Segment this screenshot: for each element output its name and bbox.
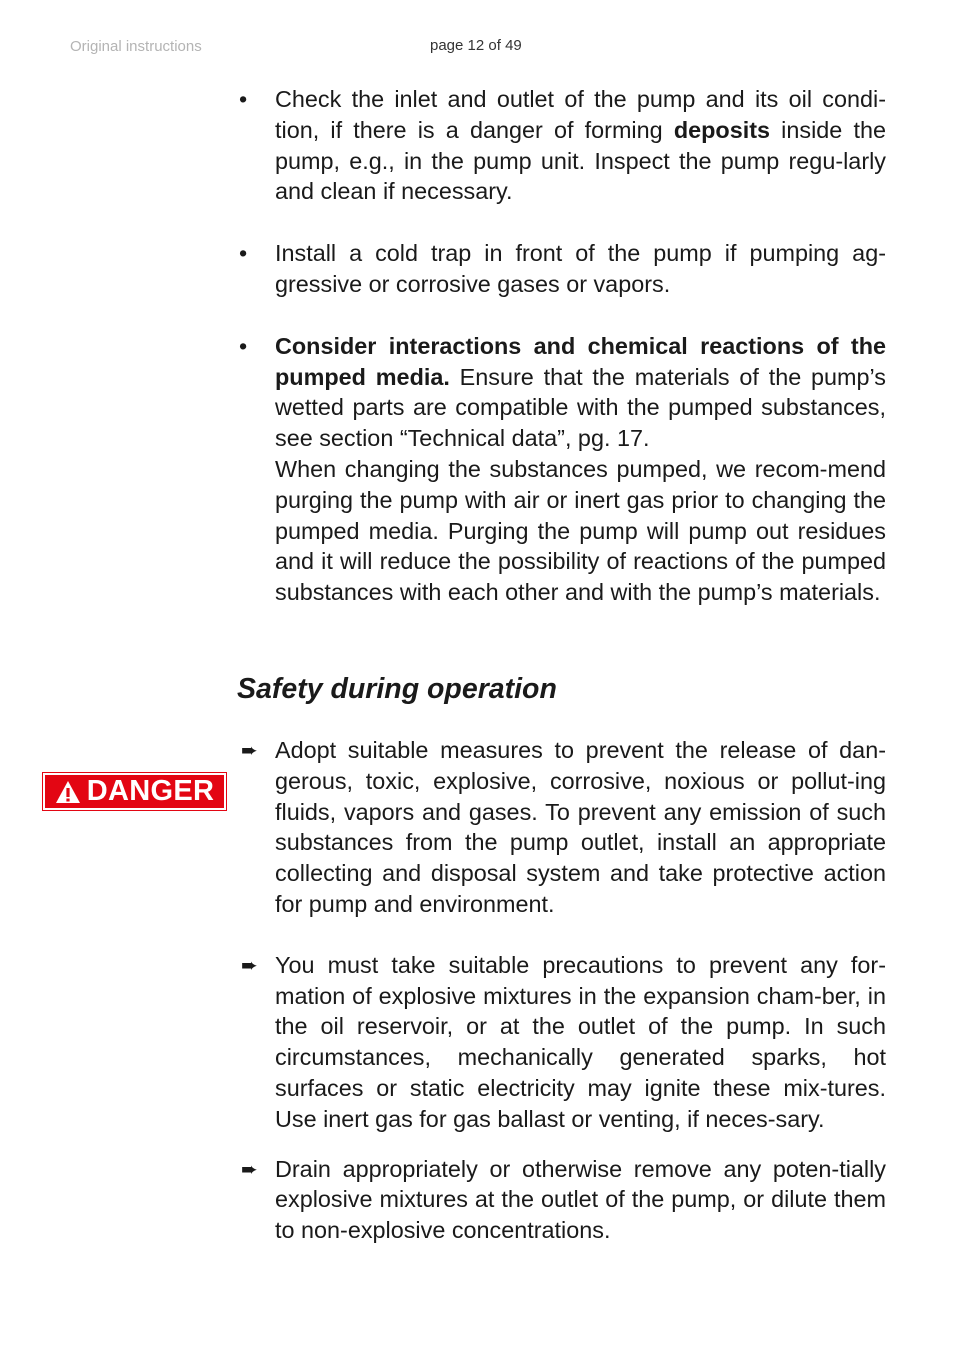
header-document-label: Original instructions bbox=[70, 38, 202, 55]
emphasis: Consider interactions and chemical reactions of the pumped media. bbox=[275, 332, 886, 390]
section-heading: Safety during operation bbox=[237, 672, 557, 705]
arrow-icon: ➨ bbox=[241, 739, 258, 762]
warning-triangle-icon bbox=[55, 780, 81, 804]
list-item bbox=[237, 84, 886, 207]
arrow-icon: ➨ bbox=[241, 1158, 258, 1181]
list-item bbox=[237, 950, 886, 1135]
arrow-icon: ➨ bbox=[241, 954, 258, 977]
bullet-marker: • bbox=[239, 332, 248, 359]
danger-badge bbox=[43, 773, 226, 810]
bullet-marker: • bbox=[239, 240, 248, 267]
list-item bbox=[237, 1154, 886, 1246]
list-item-text: Check the inlet and outlet of the pump and its oil condi-tion, if there is a danger of forming deposits inside the pump, e.g., in the pump unit. Inspect the pump regu-larly and clean if necessary. bbox=[275, 86, 886, 205]
list-item bbox=[237, 238, 886, 300]
list-item bbox=[237, 735, 886, 920]
list-item-paragraph: When changing the substances pumped, we recom-mend purging the pump with air or inert gas prior to changing the pumped media. Purging the pump will pump out residues and it will reduce the possibility of reactions of the pumped substances with each other and with the pump’s materials. bbox=[275, 455, 886, 606]
list-item bbox=[237, 331, 886, 608]
page-number: page 12 of 49 bbox=[430, 37, 522, 54]
list-item-text: Drain appropriately or otherwise remove any poten-tially explosive mixtures at the outlet of the pump, or dilute them to non-explosive concentrations. bbox=[275, 1155, 886, 1244]
list-item-text: Install a cold trap in front of the pump if pumping ag-gressive or corrosive gases or vapors. bbox=[275, 240, 886, 297]
list-item-text: Consider interactions and chemical reactions of the pumped media. Ensure that the materials of the pump’s wetted parts are compatible with the pumped substances, see section “Technical data”, pg. 17. bbox=[275, 332, 886, 452]
bullet-marker: • bbox=[239, 86, 248, 112]
main-content bbox=[237, 84, 886, 1246]
danger-label: DANGER bbox=[86, 775, 215, 807]
list-item-text: You must take suitable precautions to prevent any for-mation of explosive mixtures in the expansion cham-ber, in the oil reservoir, or at the outlet of the pump. In such circumstances, mechanically generated sparks, hot surfaces or static electricity may ignite these mix-tures. Use inert gas for gas ballast or venting, if neces-sary. bbox=[275, 951, 886, 1132]
list-item-text: Adopt suitable measures to prevent the release of dan-gerous, toxic, explosive, corrosive, noxious or pollut-ing fluids, vapors and gases. To prevent any emission of such substances from the pump outlet, install an appropriate collecting and disposal system and take protective action for pump and environment. bbox=[275, 736, 886, 917]
emphasis: deposits bbox=[673, 116, 771, 143]
